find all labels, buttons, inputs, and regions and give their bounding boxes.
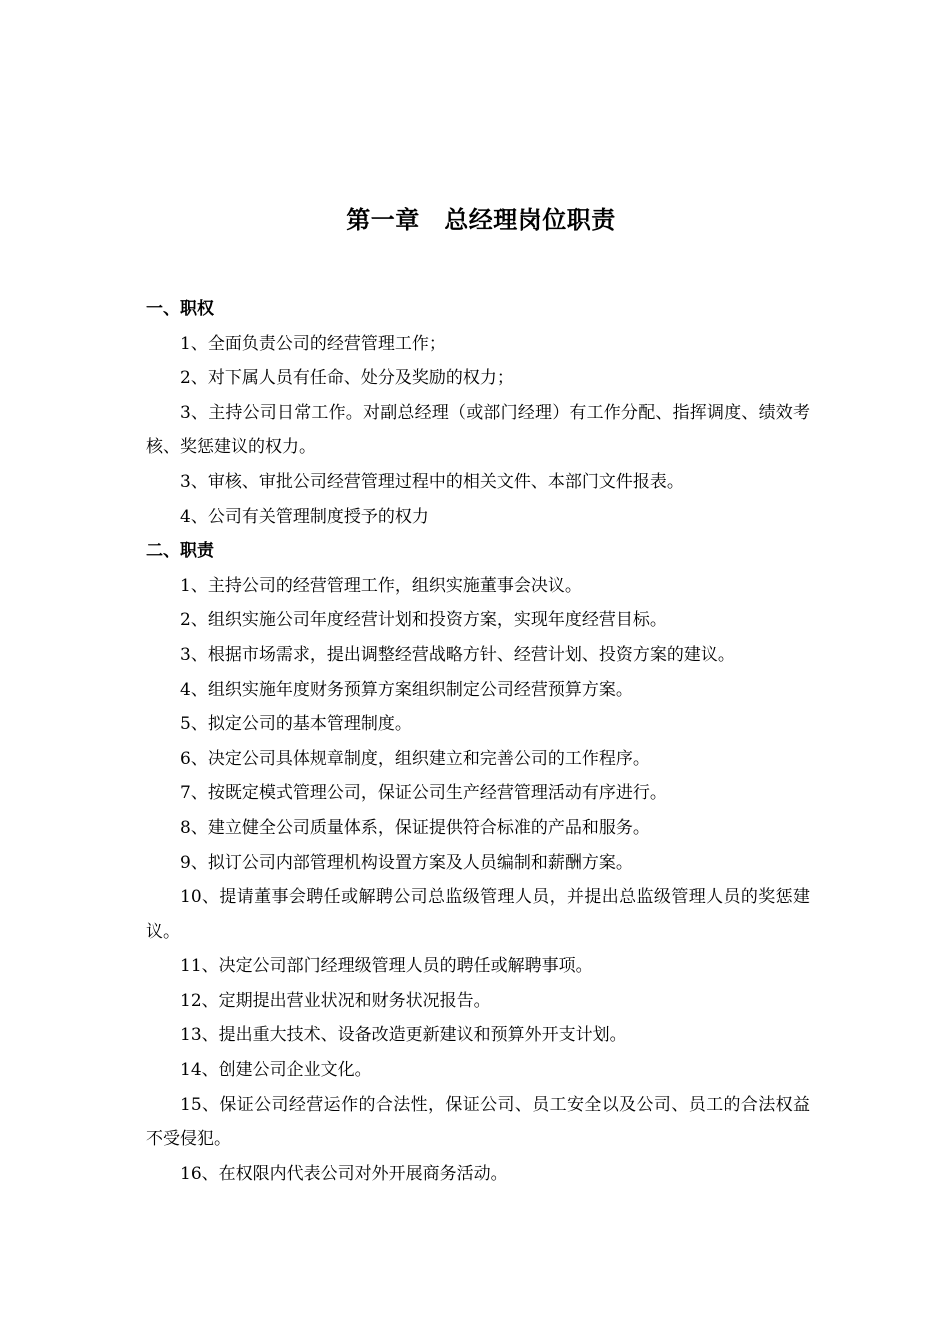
responsibility-item: 10、提请董事会聘任或解聘公司总监级管理人员，并提出总监级管理人员的奖惩建议。 xyxy=(146,887,810,942)
authority-item: 1、全面负责公司的经营管理工作； xyxy=(180,333,446,354)
responsibility-item: 14、创建公司企业文化。 xyxy=(180,1060,372,1081)
authority-item: 2、对下属人员有任命、处分及奖励的权力； xyxy=(180,368,514,389)
section-heading-responsibilities: 二、职责 xyxy=(146,541,214,562)
responsibility-item: 6、决定公司具体规章制度，组织建立和完善公司的工作程序。 xyxy=(180,748,650,769)
responsibility-item: 1、主持公司的经营管理工作，组织实施董事会决议。 xyxy=(180,575,582,596)
responsibility-item: 16、在权限内代表公司对外开展商务活动。 xyxy=(180,1163,508,1184)
responsibility-item: 13、提出重大技术、设备改造更新建议和预算外开支计划。 xyxy=(180,1025,627,1046)
responsibility-item: 4、组织实施年度财务预算方案组织制定公司经营预算方案。 xyxy=(180,679,633,700)
responsibility-item: 8、建立健全公司质量体系，保证提供符合标准的产品和服务。 xyxy=(180,817,650,838)
responsibility-item: 11、决定公司部门经理级管理人员的聘任或解聘事项。 xyxy=(180,956,593,977)
section-heading-authority: 一、职权 xyxy=(146,299,214,319)
responsibility-item: 7、按既定模式管理公司，保证公司生产经营管理活动有序进行。 xyxy=(180,783,667,804)
responsibility-item: 5、拟定公司的基本管理制度。 xyxy=(180,714,412,735)
responsibility-item: 3、根据市场需求，提出调整经营战略方针、经营计划、投资方案的建议。 xyxy=(180,644,735,665)
responsibility-item: 12、定期提出营业状况和财务状况报告。 xyxy=(180,990,491,1011)
responsibility-item: 9、拟订公司内部管理机构设置方案及人员编制和薪酬方案。 xyxy=(180,852,633,873)
responsibility-item: 15、保证公司经营运作的合法性，保证公司、员工安全以及公司、员工的合法权益不受侵犯。 xyxy=(146,1094,810,1150)
chapter-title: 第一章 总经理岗位职责 xyxy=(346,205,616,234)
authority-item: 3、主持公司日常工作。对副总经理（或部门经理）有工作分配、指挥调度、绩效考核、奖惩建议的权力。 xyxy=(146,402,810,458)
authority-item: 3、审核、审批公司经营管理过程中的相关文件、本部门文件报表。 xyxy=(180,471,684,492)
authority-item: 4、公司有关管理制度授予的权力 xyxy=(180,506,429,527)
responsibility-item: 2、组织实施公司年度经营计划和投资方案，实现年度经营目标。 xyxy=(180,610,667,631)
document-body xyxy=(146,292,810,1191)
